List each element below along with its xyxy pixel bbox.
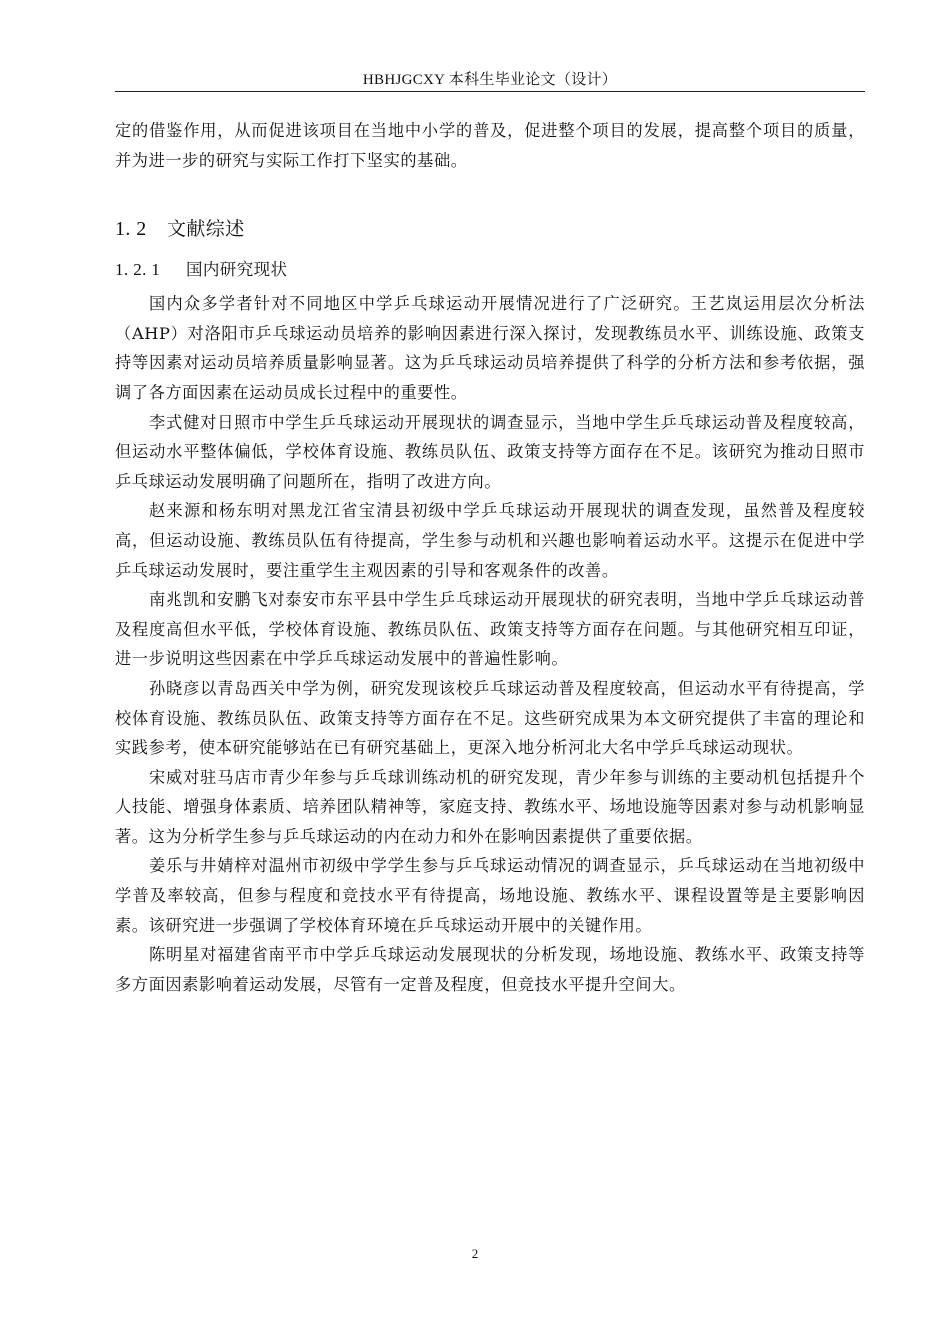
page-number: 2 <box>471 1246 479 1261</box>
body-paragraph: 国内众多学者针对不同地区中学乒乓球运动开展情况进行了广泛研究。王艺岚运用层次分析法（AHP）对洛阳市乒乓球运动员培养的影响因素进行深入探讨，发现教练员水平、训练设施、政策支持等因素对运动员培养质量影响显著。这为乒乓球运动员培养提供了科学的分析方法和参考依据，强调了各方面因素在运动员成长过程中的重要性。 <box>115 294 865 402</box>
body-paragraph: 赵来源和杨东明对黑龙江省宝清县初级中学乒乓球运动开展现状的调查发现，虽然普及程度较高，但运动设施、教练员队伍有待提高，学生参与动机和兴趣也影响着运动水平。这提示在促进中学乒乓球运动发展时，要注重学生主观因素的引导和客观条件的改善。 <box>115 501 865 580</box>
body-paragraph: 陈明星对福建省南平市中学乒乓球运动发展现状的分析发现，场地设施、教练水平、政策支持等多方面因素影响着运动发展，尽管有一定普及程度，但竞技水平提升空间大。 <box>115 945 865 994</box>
section-title: 文献综述 <box>167 218 245 241</box>
body-paragraph: 南兆凯和安鹏飞对泰安市东平县中学生乒乓球运动开展现状的研究表明，当地中学乒乓球运动普及程度高但水平低，学校体育设施、教练员队伍、政策支持等方面存在问题。与其他研究相互印证，进一步说明这些因素在中学乒乓球运动发展中的普遍性影响。 <box>115 590 865 669</box>
subsection-title: 国内研究现状 <box>186 260 288 280</box>
body-paragraph: 宋威对驻马店市青少年参与乒乓球训练动机的研究发现，青少年参与训练的主要动机包括提升个人技能、增强身体素质、培养团队精神等，家庭支持、教练水平、场地设施等因素对参与动机影响显著。这为分析学生参与乒乓球运动的内在动力和外在影响因素提供了重要依据。 <box>115 767 865 846</box>
section-heading <box>115 217 865 241</box>
body-paragraph: 孙晓彦以青岛西关中学为例，研究发现该校乒乓球运动普及程度较高，但运动水平有待提高，学校体育设施、教练员队伍、政策支持等方面存在不足。这些研究成果为本文研究提供了丰富的理论和实践参考，使本研究能够站在已有研究基础上，更深入地分析河北大名中学乒乓球运动现状。 <box>115 678 865 758</box>
body-paragraph: 李式健对日照市中学生乒乓球运动开展现状的调查显示，当地中学生乒乓球运动普及程度较高，但运动水平整体偏低，学校体育设施、教练员队伍、政策支持等方面存在不足。该研究为推动日照市乒乓球运动发展明确了问题所在，指明了改进方向。 <box>115 412 865 491</box>
section-number: 1. 2 <box>115 218 147 241</box>
header-rule <box>115 91 865 92</box>
body-paragraph: 姜乐与井婧梓对温州市初级中学学生参与乒乓球运动情况的调查显示，乒乓球运动在当地初级中学普及率较高，但参与程度和竞技水平有待提高，场地设施、教练水平、课程设置等是主要影响因素。该研究进一步强调了学校体育环境在乒乓球运动开展中的关键作用。 <box>115 856 865 935</box>
running-header: HBHJGCXY 本科生毕业论文（设计） <box>362 72 618 88</box>
subsection-heading <box>115 259 865 281</box>
lead-paragraph: 定的借鉴作用，从而促进该项目在当地中小学的普及，促进整个项目的发展，提高整个项目的质量，并为进一步的研究与实际工作打下坚实的基础。 <box>115 121 865 170</box>
subsection-number: 1. 2. 1 <box>115 260 161 280</box>
page-body <box>115 116 865 999</box>
